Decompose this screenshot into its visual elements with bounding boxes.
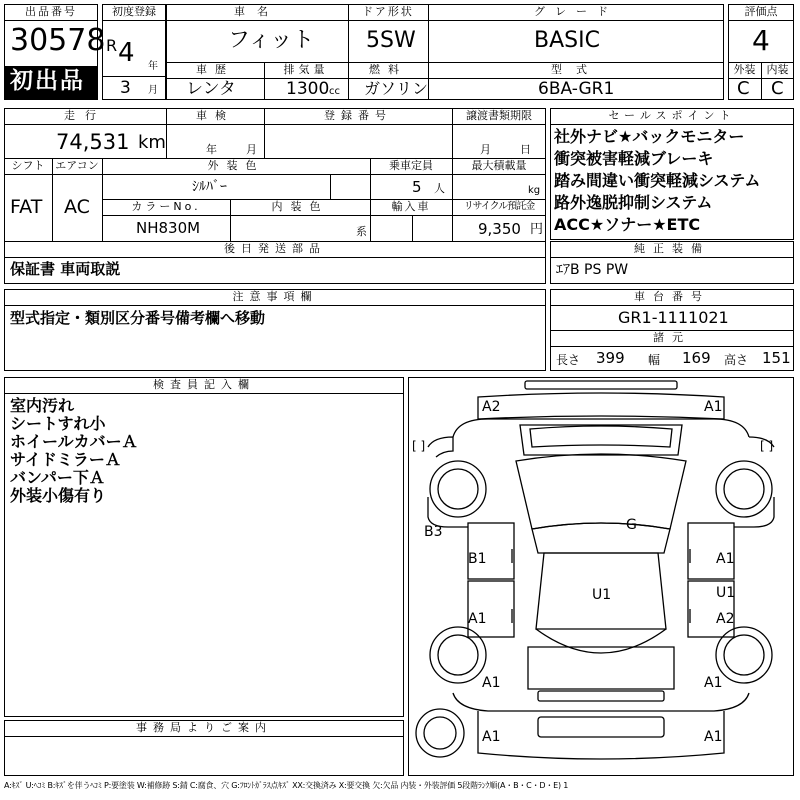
dmg-left-quarter: A1 [482,675,501,691]
import-label: 輸入車 [391,200,431,213]
mileage: 74,531 [56,130,130,154]
fuel-label: 燃料 [369,63,407,76]
score-label: 評価点 [744,5,778,18]
dmg-right-rear-upper: U1 [716,585,736,601]
door-label: ドア形状 [362,5,414,18]
interior-color-label: 内装色 [271,200,329,213]
length-label: 長さ [556,353,581,367]
recycle-fee: 9,350 [478,220,521,238]
exterior-color: ｼﾙﾊﾞｰ [192,179,227,195]
dmg-roof: U1 [592,587,612,603]
interior-unit: 系 [356,225,367,238]
chassis-label: 車台番号 [634,290,710,303]
sales-point-2: 衝突被害軽減ブレーキ [554,149,714,168]
grade-label: グレード [534,5,618,18]
dims-label: 諸元 [653,331,691,344]
transfer-day-unit: 日 [520,143,531,156]
history: レンタ [186,79,236,99]
dmg-bracket-left: [ ] [412,439,426,453]
month-unit: 月 [148,85,158,96]
capacity-label: 乗車定員 [389,159,433,172]
exterior-color-label: 外装色 [207,159,265,172]
car-diagram [408,377,794,776]
inspector-note-5: バンパー下Ａ [10,468,105,487]
dmg-right-rear-door: A2 [716,611,735,627]
shift-label: シフト [11,159,45,172]
later-parts-label: 後日発送部品 [224,242,326,255]
insp-month-unit: 月 [246,143,257,156]
sales-point-4: 路外逸脱抑制システム [554,193,713,212]
displacement-unit: cc [329,86,340,97]
notes: 型式指定・類別区分番号備考欄へ移動 [10,309,266,327]
inspector-note-4: サイドミラーＡ [10,450,121,469]
height: 151 [762,349,791,367]
int-label: 内装 [766,63,789,76]
ext-label: 外装 [733,63,756,76]
reg-year: 4 [118,38,135,68]
model-label: 型式 [551,63,601,76]
max-load-unit: kg [528,185,541,196]
score: 4 [752,24,770,57]
grade: BASIC [534,28,600,53]
inspector-note-6: 外装小傷有り [10,486,107,505]
height-label: 高さ [724,353,749,367]
displacement: 1300 [286,79,330,99]
sales-point-1: 社外ナビ★バックモニター [554,127,745,146]
width: 169 [682,349,711,367]
equipment-label: 純正装備 [634,242,710,255]
mileage-unit: km [138,132,166,153]
listing-number: 30578 [10,23,106,58]
sales-point-5: ACC★ソナー★ETC [554,215,701,234]
inspection-label: 車検 [196,109,234,122]
sales-points-label: セールスポイント [608,109,736,122]
insp-year-unit: 年 [206,143,217,156]
dmg-windshield: G [626,517,637,533]
dmg-right-front-door: A1 [716,551,735,567]
reg-month: 3 [120,78,131,98]
ac-label: エアコン [55,159,99,172]
color-no-label: カラーNo. [131,200,201,213]
width-label: 幅 [648,353,661,367]
transfer-label: 譲渡書類期限 [466,109,532,122]
chassis-number: GR1-1111021 [618,308,729,327]
dmg-rear-left: A1 [482,729,501,745]
first-reg-label: 初度登録 [112,5,156,18]
year-unit: 年 [148,61,158,72]
mileage-label: 走行 [64,109,106,122]
history-label: 車歴 [196,63,234,76]
displacement-label: 排気量 [283,63,329,76]
notes-label: 注意事項欄 [232,290,318,303]
recycle-label: リサイクル預託金 [463,201,535,212]
dmg-right-quarter: A1 [704,675,723,691]
equipment: ｴｱB PS PW [556,262,629,278]
era: R [106,36,118,55]
inspector-note-1: 室内汚れ [10,396,75,415]
inspector-note-2: シートすれ小 [10,414,106,433]
door-type: 5SW [366,28,416,53]
legend: A:ｷｽﾞ U:ﾍｺﾐ B:ｷｽﾞを伴うﾍｺﾐ P:要塗装 W:補修跡 S:錆 C:腐食、穴 G:ﾌﾛﾝﾄｶﾞﾗｽ点ｷｽﾞ XX:交換済み X:要交換 欠:欠品 内装・外装評価 5段階ﾗﾝｸ順(A・B・C・D・E) 1 [4,781,569,790]
dmg-left-rear-door: A1 [468,611,487,627]
color-no: NH830M [136,219,201,237]
later-parts: 保証書 車両取説 [10,260,121,278]
int-score: C [771,78,784,99]
ac: AC [64,196,90,218]
transfer-month-unit: 月 [480,143,491,156]
dmg-bracket-right: [ ] [760,439,774,453]
model: 6BA-GR1 [538,79,615,99]
car-name-label: 車名 [234,5,280,18]
listing-no-label: 出品番号 [25,5,77,18]
dmg-front-left: A2 [482,399,501,415]
first-listing-text: 初出品 [10,68,85,94]
shift: FAT [10,196,43,218]
capacity: 5 [412,178,422,196]
car-name: フィット [228,28,315,53]
inspector-label: 検査員記入欄 [153,378,255,391]
length: 399 [596,349,625,367]
inspector-note-3: ホイールカバーＡ [10,432,138,451]
dmg-front-right: A1 [704,399,723,415]
fuel: ガソリン [364,79,429,98]
sales-point-3: 踏み間違い衝突軽減システム [554,171,761,190]
dmg-left-front-door: B1 [468,551,487,567]
ext-score: C [737,78,750,99]
capacity-unit: 人 [434,182,445,195]
reg-no-label: 登録番号 [324,109,392,122]
recycle-unit: 円 [530,222,544,237]
max-load-label: 最大積載量 [471,159,527,172]
dmg-left-panel: B3 [424,524,443,540]
office-label: 事務局よりご案内 [136,721,272,734]
dmg-rear-right: A1 [704,729,723,745]
